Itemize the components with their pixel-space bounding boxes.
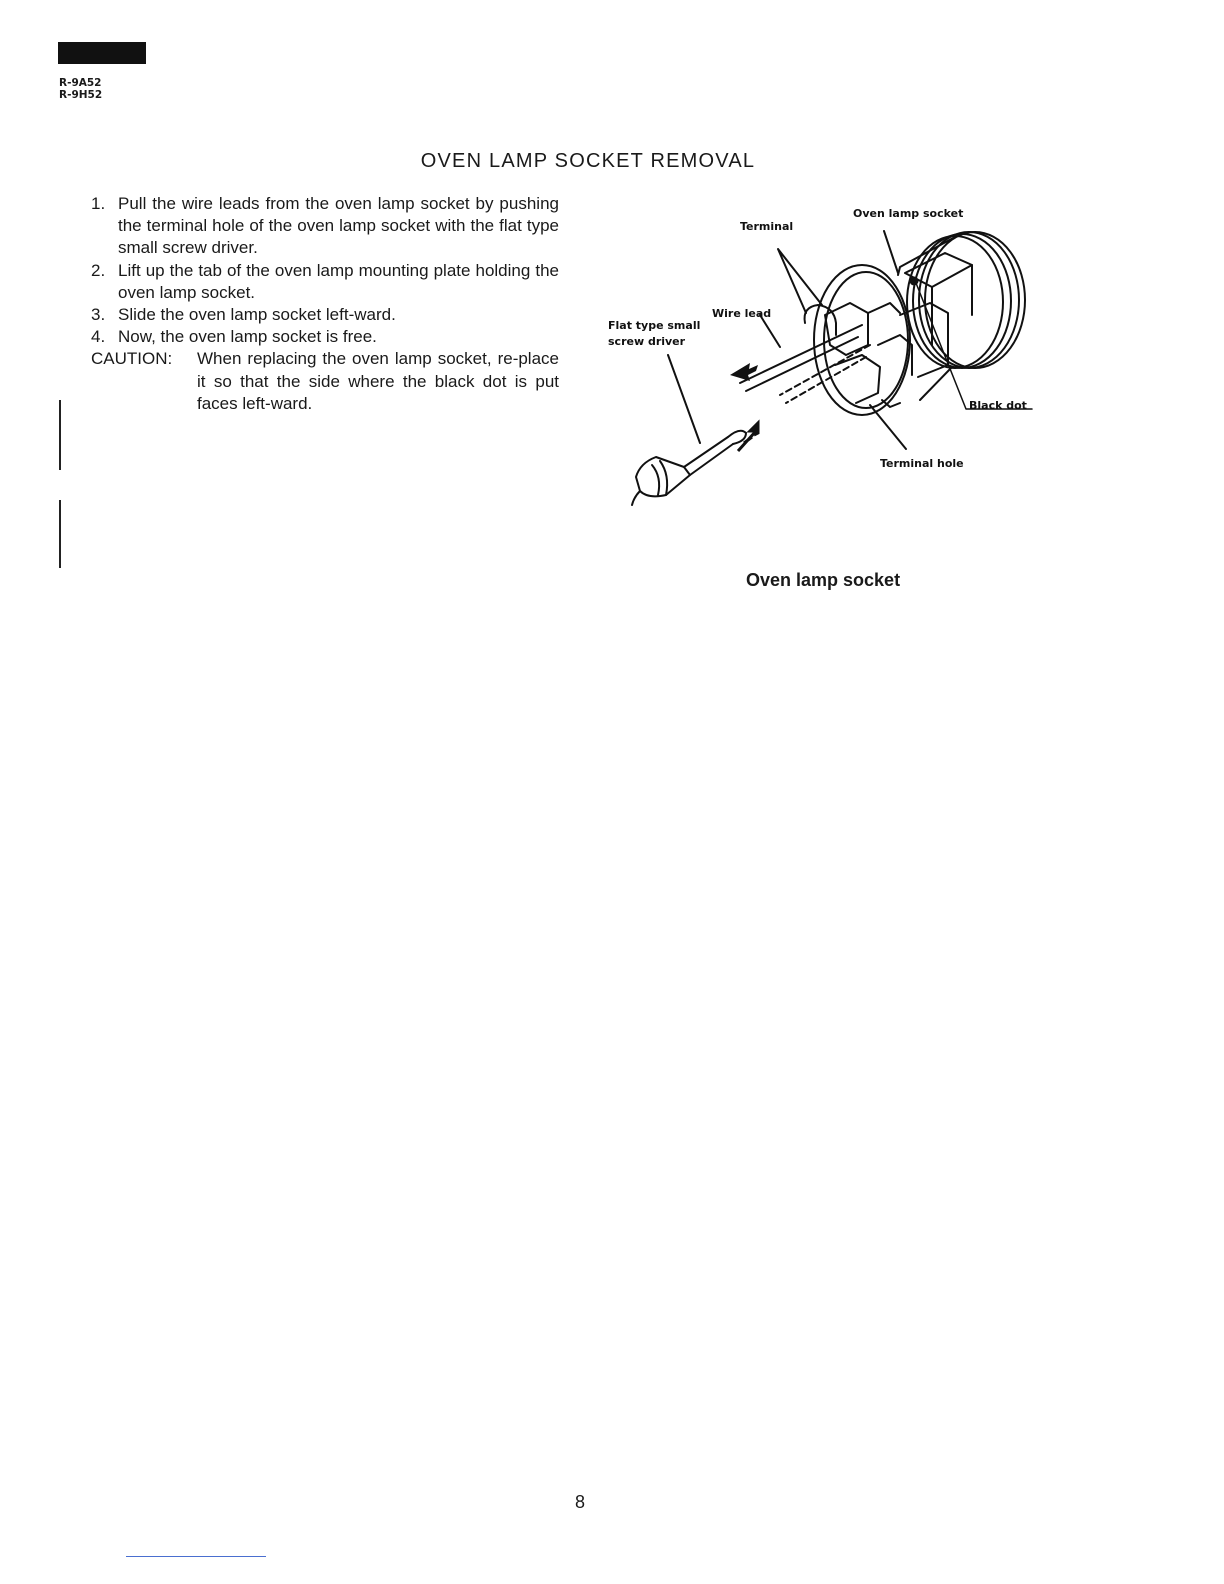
label-wire-lead: Wire lead	[712, 307, 772, 320]
scan-edge-mark	[59, 500, 61, 568]
leader-black-dot	[916, 283, 1032, 409]
step-item	[91, 193, 559, 260]
step-text: Slide the oven lamp socket left-ward.	[118, 305, 396, 325]
scan-edge-mark	[59, 400, 61, 470]
label-screwdriver: Flat type small	[608, 319, 701, 332]
instruction-list	[91, 193, 559, 415]
model-codes	[59, 77, 102, 101]
black-dot-marker	[910, 277, 919, 286]
wire-lead	[740, 325, 862, 391]
leader-terminal	[778, 249, 822, 313]
step-item	[91, 260, 559, 304]
step-text: Now, the oven lamp socket is free.	[118, 327, 377, 347]
label-oven-lamp-socket: Oven lamp socket	[853, 207, 964, 220]
step-item	[91, 304, 559, 326]
label-terminal: Terminal	[740, 220, 794, 233]
figure-caption: Oven lamp socket	[746, 570, 901, 590]
model-code: R-9A52	[59, 77, 102, 89]
caution-label: CAUTION:	[91, 349, 173, 369]
socket-front-rim	[824, 272, 908, 408]
socket-flange-ring	[919, 232, 1019, 368]
step-number: 1.	[91, 194, 106, 213]
header-black-tab	[58, 42, 146, 64]
footer-rule	[126, 1556, 266, 1557]
page-title: OVEN LAMP SOCKET REMOVAL	[420, 150, 756, 172]
model-code: R-9H52	[59, 89, 103, 101]
screwdriver-handle-end	[632, 491, 640, 505]
caution-text: When replacing the oven lamp socket, re-place it so that the side where the black dot is put faces left-ward.	[197, 349, 559, 413]
step-number: 2.	[91, 260, 106, 280]
leader-terminal-hole	[870, 405, 906, 449]
screwdriver-handle	[636, 457, 690, 496]
terminal-clip	[805, 305, 836, 335]
label-screwdriver: screw driver	[608, 335, 686, 348]
step-number: 4.	[91, 327, 106, 347]
leader-oven-lamp-socket	[884, 231, 898, 273]
step-text: Lift up the tab of the oven lamp mounting plate holding the oven lamp socket.	[118, 260, 559, 302]
socket-flange-ring	[913, 234, 1011, 368]
leader-screwdriver	[668, 355, 700, 443]
diagram-drawing	[600, 195, 1040, 525]
label-black-dot: Black dot	[969, 399, 1027, 412]
oven-lamp-socket-diagram	[600, 195, 1040, 525]
label-terminal-hole: Terminal hole	[880, 457, 964, 470]
screwdriver-shaft	[684, 437, 733, 475]
step-item	[91, 326, 559, 348]
screwdriver-grip	[652, 461, 667, 495]
step-number: 3.	[91, 305, 106, 325]
left-arrow-icon	[730, 363, 758, 381]
step-text: Pull the wire leads from the oven lamp socket by pushing the terminal hole of the oven lamp socket with the flat type small screw driver.	[118, 194, 559, 258]
caution-note	[91, 348, 559, 415]
page-number: 8	[574, 1492, 585, 1512]
right-arrow-icon	[738, 423, 758, 451]
